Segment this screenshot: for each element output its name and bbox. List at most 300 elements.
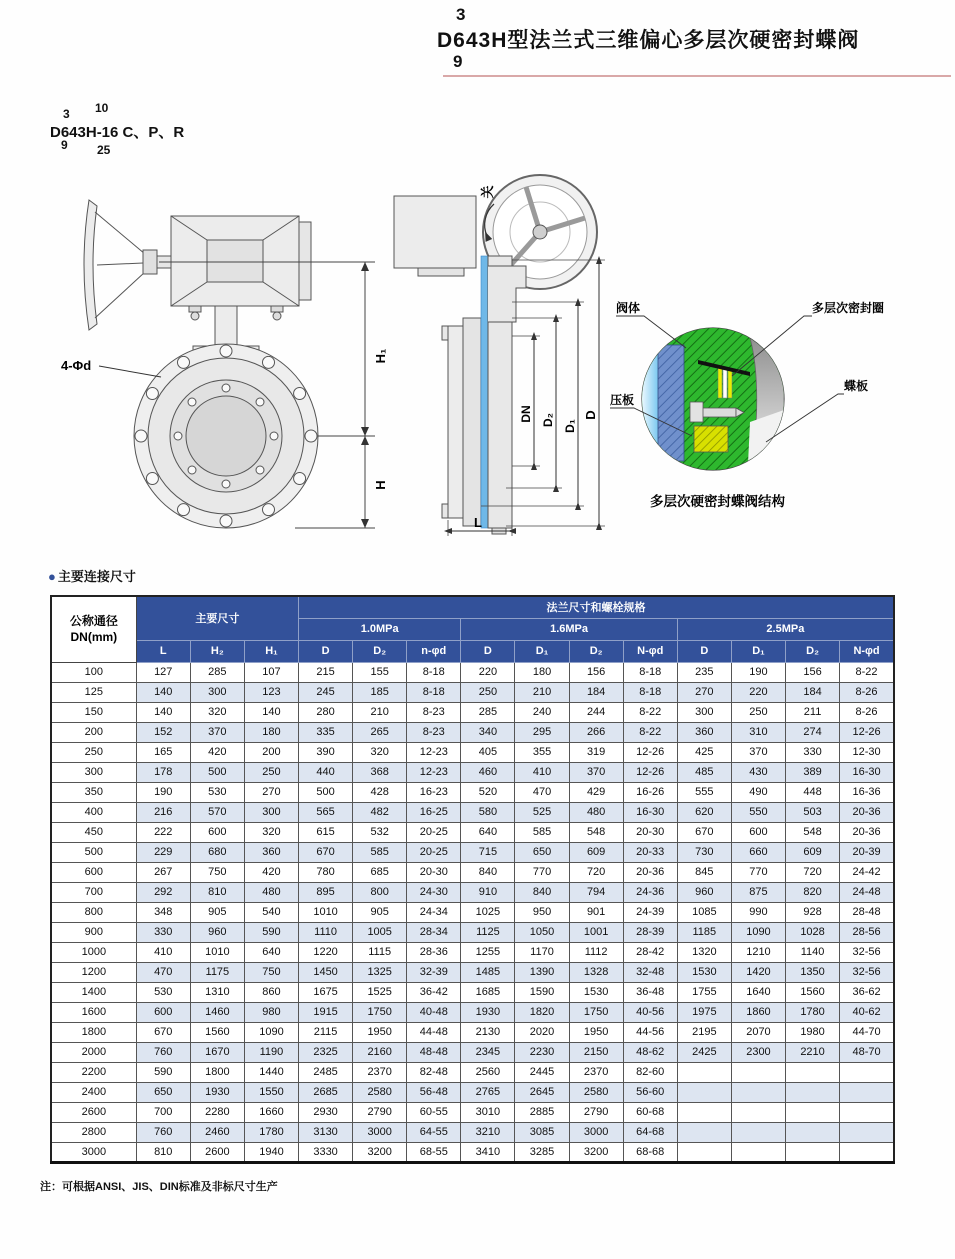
dim-cell: 12-23 [407, 762, 461, 782]
dim-cell: 660 [731, 842, 785, 862]
dim-cell: 1112 [569, 942, 623, 962]
dim-cell: 548 [569, 822, 623, 842]
dim-cell: 670 [677, 822, 731, 842]
dim-cell: 820 [786, 882, 840, 902]
dim-cell: 185 [353, 682, 407, 702]
col-head-nfd-10: n-φd [407, 640, 461, 662]
dim-cell: 3000 [569, 1122, 623, 1142]
col-head-d1-25: D₁ [731, 640, 785, 662]
dim-cell: 570 [190, 802, 244, 822]
dim-cell: 3210 [461, 1122, 515, 1142]
dim-cell: 1460 [190, 1002, 244, 1022]
dim-cell: 910 [461, 882, 515, 902]
dim-cell: 2210 [786, 1042, 840, 1062]
dn-cell: 2200 [51, 1062, 136, 1082]
dn-cell: 800 [51, 902, 136, 922]
dim-cell: 32-39 [407, 962, 461, 982]
stem-seal-stripe [481, 256, 488, 528]
dim-cell: 20-25 [407, 822, 461, 842]
dim-cell: 32-48 [623, 962, 677, 982]
dim-cell: 1255 [461, 942, 515, 962]
dim-cell: 390 [299, 742, 353, 762]
dim-cell: 320 [244, 822, 298, 842]
dim-cell: 2020 [515, 1022, 569, 1042]
dim-l-label: L [474, 515, 482, 530]
dim-cell: 780 [299, 862, 353, 882]
dim-cell: 901 [569, 902, 623, 922]
dim-cell: 960 [190, 922, 244, 942]
dim-cell: 470 [136, 962, 190, 982]
table-row [51, 822, 894, 842]
dim-cell: 8-23 [407, 702, 461, 722]
dim-cell: 8-26 [840, 682, 894, 702]
dim-cell: 140 [244, 702, 298, 722]
dim-cell: 36-42 [407, 982, 461, 1002]
dim-cell: 1001 [569, 922, 623, 942]
dim-cell: 2460 [190, 1122, 244, 1142]
footnote: 注：可根据ANSI、JIS、DIN标准及非标尺寸生产 [40, 1181, 278, 1193]
col-head-pn25: 2.5MPa [677, 618, 894, 640]
bolt-section [702, 408, 736, 417]
dim-cell: 16-23 [407, 782, 461, 802]
dim-cell: 16-30 [623, 802, 677, 822]
valve-body-label: 阀体 [616, 301, 641, 315]
dim-cell: 44-70 [840, 1022, 894, 1042]
dim-cell: 420 [190, 742, 244, 762]
table-row [51, 902, 894, 922]
dim-cell: 2280 [190, 1102, 244, 1122]
dn-cell: 3000 [51, 1142, 136, 1162]
dim-cell: 3130 [299, 1122, 353, 1142]
dim-cell: 1420 [731, 962, 785, 982]
dim-cell: 28-39 [623, 922, 677, 942]
dim-cell: 1685 [461, 982, 515, 1002]
dim-cell: 590 [244, 922, 298, 942]
dim-cell: 1010 [190, 942, 244, 962]
dim-cell: 715 [461, 842, 515, 862]
table-row [51, 842, 894, 862]
dim-cell: 229 [136, 842, 190, 862]
dim-cell [677, 1082, 731, 1102]
dim-cell: 1670 [190, 1042, 244, 1062]
col-head-d2-16: D₂ [569, 640, 623, 662]
dim-cell: 64-55 [407, 1122, 461, 1142]
dim-cell: 1930 [461, 1002, 515, 1022]
dim-cell: 1780 [786, 1002, 840, 1022]
dim-cell: 8-22 [623, 722, 677, 742]
dim-cell: 860 [244, 982, 298, 1002]
dim-cell: 266 [569, 722, 623, 742]
dim-cell: 48-62 [623, 1042, 677, 1062]
dim-cell: 370 [731, 742, 785, 762]
dim-cell: 600 [731, 822, 785, 842]
dn-cell: 2400 [51, 1082, 136, 1102]
dim-cell: 1550 [244, 1082, 298, 1102]
dim-cell: 44-48 [407, 1022, 461, 1042]
dim-cell: 8-26 [840, 702, 894, 722]
dim-cell: 40-48 [407, 1002, 461, 1022]
dim-cell: 123 [244, 682, 298, 702]
dim-cell: 1140 [786, 942, 840, 962]
dim-cell: 1210 [731, 942, 785, 962]
dim-cell: 20-25 [407, 842, 461, 862]
dim-cell: 2580 [353, 1082, 407, 1102]
dim-cell: 48-70 [840, 1042, 894, 1062]
dim-cell: 1975 [677, 1002, 731, 1022]
dim-cell: 8-18 [407, 682, 461, 702]
dim-cell: 2370 [569, 1062, 623, 1082]
dim-cell: 20-30 [623, 822, 677, 842]
dim-cell: 190 [136, 782, 190, 802]
dim-cell: 928 [786, 902, 840, 922]
dim-h-label: H [373, 480, 388, 490]
dim-cell: 44-56 [623, 1022, 677, 1042]
title-variant-below: 9 [453, 52, 463, 71]
dim-cell: 760 [136, 1042, 190, 1062]
dim-cell: 210 [515, 682, 569, 702]
table-row [51, 662, 894, 682]
dim-cell: 2885 [515, 1102, 569, 1122]
dim-cell: 429 [569, 782, 623, 802]
dim-cell: 2930 [299, 1102, 353, 1122]
dim-cell: 28-56 [840, 922, 894, 942]
dn-cell: 900 [51, 922, 136, 942]
dim-cell: 240 [515, 702, 569, 722]
table-row [51, 1122, 894, 1142]
dn-cell: 700 [51, 882, 136, 902]
dim-cell: 3010 [461, 1102, 515, 1122]
dim-cell: 2445 [515, 1062, 569, 1082]
model-variant-above-right: 10 [95, 101, 109, 115]
title-underline [443, 75, 951, 77]
pressure-plate-label: 压板 [610, 393, 635, 407]
dim-cell: 140 [136, 682, 190, 702]
dim-cell: 750 [244, 962, 298, 982]
col-head-d-25: D [677, 640, 731, 662]
table-row [51, 1142, 894, 1162]
dim-cell: 300 [677, 702, 731, 722]
dim-cell: 40-62 [840, 1002, 894, 1022]
valve-side-view-drawing [388, 170, 613, 538]
bolt-hole-label: 4-Φd [61, 358, 92, 373]
dim-cell [840, 1062, 894, 1082]
model-variant-below-right: 25 [97, 143, 111, 157]
dim-cell: 3410 [461, 1142, 515, 1162]
dim-cell: 295 [515, 722, 569, 742]
dn-cell: 500 [51, 842, 136, 862]
dim-cell: 64-68 [623, 1122, 677, 1142]
dim-cell: 1175 [190, 962, 244, 982]
table-row [51, 762, 894, 782]
dim-cell: 2300 [731, 1042, 785, 1062]
dim-cell: 650 [515, 842, 569, 862]
dim-cell: 250 [244, 762, 298, 782]
dim-cell: 370 [190, 722, 244, 742]
dim-cell: 8-18 [623, 662, 677, 682]
dim-cell: 180 [244, 722, 298, 742]
dim-cell: 503 [786, 802, 840, 822]
dim-cell: 1220 [299, 942, 353, 962]
dim-cell: 12-30 [840, 742, 894, 762]
dim-cell: 1980 [786, 1022, 840, 1042]
dim-cell: 2790 [353, 1102, 407, 1122]
dim-cell: 770 [515, 862, 569, 882]
dim-cell: 285 [190, 662, 244, 682]
table-row [51, 922, 894, 942]
col-head-main-dims: 主要尺寸 [136, 596, 298, 640]
dim-cell: 152 [136, 722, 190, 742]
dim-cell: 800 [353, 882, 407, 902]
dim-cell: 265 [353, 722, 407, 742]
dim-cell: 220 [731, 682, 785, 702]
table-row [51, 722, 894, 742]
dim-cell: 640 [461, 822, 515, 842]
dim-cell: 20-30 [407, 862, 461, 882]
dim-cell: 3000 [353, 1122, 407, 1142]
dim-cell: 1170 [515, 942, 569, 962]
dim-cell: 190 [731, 662, 785, 682]
dn-cell: 1600 [51, 1002, 136, 1022]
dim-cell: 2685 [299, 1082, 353, 1102]
dim-cell: 2425 [677, 1042, 731, 1062]
dim-cell: 670 [299, 842, 353, 862]
dim-cell: 16-26 [623, 782, 677, 802]
dim-cell: 2370 [353, 1062, 407, 1082]
model-number: D643H-16 C、P、R [50, 124, 185, 141]
dim-cell: 330 [136, 922, 190, 942]
dim-cell [840, 1122, 894, 1142]
dim-cell: 36-62 [840, 982, 894, 1002]
dn-cell: 100 [51, 662, 136, 682]
dim-cell: 12-26 [623, 762, 677, 782]
dim-cell: 28-36 [407, 942, 461, 962]
dim-cell: 1090 [731, 922, 785, 942]
dim-cell: 270 [244, 782, 298, 802]
dn-cell: 400 [51, 802, 136, 822]
dim-cell: 360 [244, 842, 298, 862]
dim-cell [677, 1122, 731, 1142]
dim-cell: 1820 [515, 1002, 569, 1022]
dn-cell: 600 [51, 862, 136, 882]
dim-cell: 585 [353, 842, 407, 862]
dim-cell: 950 [515, 902, 569, 922]
dim-cell: 285 [461, 702, 515, 722]
dim-cell: 1560 [190, 1022, 244, 1042]
dim-cell: 40-56 [623, 1002, 677, 1022]
dim-cell: 348 [136, 902, 190, 922]
dim-cell: 156 [786, 662, 840, 682]
disc-label: 蝶板 [844, 379, 869, 393]
dim-cell: 235 [677, 662, 731, 682]
dim-cell: 320 [190, 702, 244, 722]
dim-cell: 525 [515, 802, 569, 822]
dim-cell: 178 [136, 762, 190, 782]
dim-cell: 760 [136, 1122, 190, 1142]
dim-cell: 2070 [731, 1022, 785, 1042]
dim-cell: 8-23 [407, 722, 461, 742]
model-variant-below-left: 9 [61, 138, 68, 152]
dim-cell: 875 [731, 882, 785, 902]
dim-cell: 215 [299, 662, 353, 682]
dim-cell: 1185 [677, 922, 731, 942]
table-row [51, 742, 894, 762]
dim-cell: 24-48 [840, 882, 894, 902]
dim-cell: 12-26 [623, 742, 677, 762]
dim-cell [731, 1082, 785, 1102]
dim-cell: 640 [244, 942, 298, 962]
model-variant-above-left: 3 [63, 107, 70, 121]
dim-cell: 1440 [244, 1062, 298, 1082]
dim-cell: 3330 [299, 1142, 353, 1162]
dim-cell: 28-34 [407, 922, 461, 942]
table-header [51, 596, 894, 662]
pressure-plate-section [694, 426, 728, 452]
dim-cell: 1485 [461, 962, 515, 982]
dim-cell: 485 [677, 762, 731, 782]
dim-cell: 1028 [786, 922, 840, 942]
col-head-dn: 公称通径 DN(mm) [51, 596, 136, 662]
dim-cell: 1328 [569, 962, 623, 982]
dim-cell [677, 1062, 731, 1082]
dim-cell: 3200 [569, 1142, 623, 1162]
dim-cell: 1800 [190, 1062, 244, 1082]
dim-cell: 16-30 [840, 762, 894, 782]
dim-cell: 770 [731, 862, 785, 882]
dim-cell: 8-22 [840, 662, 894, 682]
table-row [51, 862, 894, 882]
dim-cell: 56-60 [623, 1082, 677, 1102]
dim-cell: 250 [461, 682, 515, 702]
dim-cell: 420 [244, 862, 298, 882]
dim-cell: 319 [569, 742, 623, 762]
dim-cell: 905 [353, 902, 407, 922]
dim-cell: 16-25 [407, 802, 461, 822]
dim-cell: 680 [190, 842, 244, 862]
dim-cell: 2150 [569, 1042, 623, 1062]
dim-cell: 244 [569, 702, 623, 722]
seal-detail-drawing [598, 290, 908, 525]
table-row [51, 1022, 894, 1042]
dim-cell: 2790 [569, 1102, 623, 1122]
dim-cell: 155 [353, 662, 407, 682]
dim-cell: 1085 [677, 902, 731, 922]
dim-cell: 895 [299, 882, 353, 902]
dim-cell: 555 [677, 782, 731, 802]
dim-cell [731, 1062, 785, 1082]
dn-cell: 2000 [51, 1042, 136, 1062]
dim-cell: 685 [353, 862, 407, 882]
dim-cell: 184 [569, 682, 623, 702]
dim-cell: 482 [353, 802, 407, 822]
dim-cell: 60-55 [407, 1102, 461, 1122]
dim-cell: 1125 [461, 922, 515, 942]
dim-cell: 548 [786, 822, 840, 842]
dim-cell: 24-30 [407, 882, 461, 902]
dim-cell: 82-60 [623, 1062, 677, 1082]
dim-cell: 310 [731, 722, 785, 742]
dim-cell: 1660 [244, 1102, 298, 1122]
dim-cell: 8-18 [407, 662, 461, 682]
dim-cell: 840 [515, 882, 569, 902]
dim-cell: 470 [515, 782, 569, 802]
dim-cell: 1755 [677, 982, 731, 1002]
dim-cell [786, 1062, 840, 1082]
dim-cell: 250 [731, 702, 785, 722]
dim-cell: 3285 [515, 1142, 569, 1162]
dim-cell: 428 [353, 782, 407, 802]
dim-cell: 1350 [786, 962, 840, 982]
dim-cell: 222 [136, 822, 190, 842]
dim-cell: 720 [569, 862, 623, 882]
dim-h1-label: H₁ [373, 348, 388, 364]
dim-cell: 2195 [677, 1022, 731, 1042]
table-row [51, 1102, 894, 1122]
dim-cell: 20-36 [840, 802, 894, 822]
dim-cell: 12-26 [840, 722, 894, 742]
dim-cell: 480 [244, 882, 298, 902]
col-head-h2: H₂ [190, 640, 244, 662]
dim-cell: 216 [136, 802, 190, 822]
dim-cell: 530 [190, 782, 244, 802]
dim-cell: 300 [190, 682, 244, 702]
dim-cell: 2600 [190, 1142, 244, 1162]
dim-cell: 440 [299, 762, 353, 782]
dim-cell: 1940 [244, 1142, 298, 1162]
dim-cell: 28-42 [623, 942, 677, 962]
dim-cell: 1190 [244, 1042, 298, 1062]
dim-cell: 3200 [353, 1142, 407, 1162]
table-row [51, 702, 894, 722]
dim-cell: 12-23 [407, 742, 461, 762]
dn-cell: 1200 [51, 962, 136, 982]
dim-cell: 368 [353, 762, 407, 782]
dim-cell: 8-18 [623, 682, 677, 702]
dim-cell: 990 [731, 902, 785, 922]
dim-cell: 532 [353, 822, 407, 842]
table-row [51, 802, 894, 822]
dim-cell [840, 1102, 894, 1122]
dim-cell: 585 [515, 822, 569, 842]
dim-d-label: D [583, 410, 598, 420]
dim-cell: 335 [299, 722, 353, 742]
dim-cell: 140 [136, 702, 190, 722]
col-head-pn16: 1.6MPa [461, 618, 677, 640]
dim-cell: 20-39 [840, 842, 894, 862]
dim-cell: 1950 [353, 1022, 407, 1042]
dim-cell [786, 1102, 840, 1122]
dim-cell: 448 [786, 782, 840, 802]
dim-cell: 60-68 [623, 1102, 677, 1122]
dim-cell: 300 [244, 802, 298, 822]
dim-cell: 28-48 [840, 902, 894, 922]
dim-cell: 1310 [190, 982, 244, 1002]
dim-cell: 1590 [515, 982, 569, 1002]
dim-cell: 490 [731, 782, 785, 802]
dim-cell: 340 [461, 722, 515, 742]
dim-cell: 810 [136, 1142, 190, 1162]
dim-cell: 480 [569, 802, 623, 822]
dim-cell: 1860 [731, 1002, 785, 1022]
table-row [51, 942, 894, 962]
dim-cell: 32-56 [840, 962, 894, 982]
dim-cell: 1025 [461, 902, 515, 922]
dn-cell: 2800 [51, 1122, 136, 1142]
dim-cell [677, 1142, 731, 1162]
dim-cell [731, 1122, 785, 1142]
dim-d1-label: D₁ [563, 419, 577, 433]
col-head-flange: 法兰尺寸和螺栓规格 [299, 596, 894, 618]
dim-cell [786, 1142, 840, 1162]
